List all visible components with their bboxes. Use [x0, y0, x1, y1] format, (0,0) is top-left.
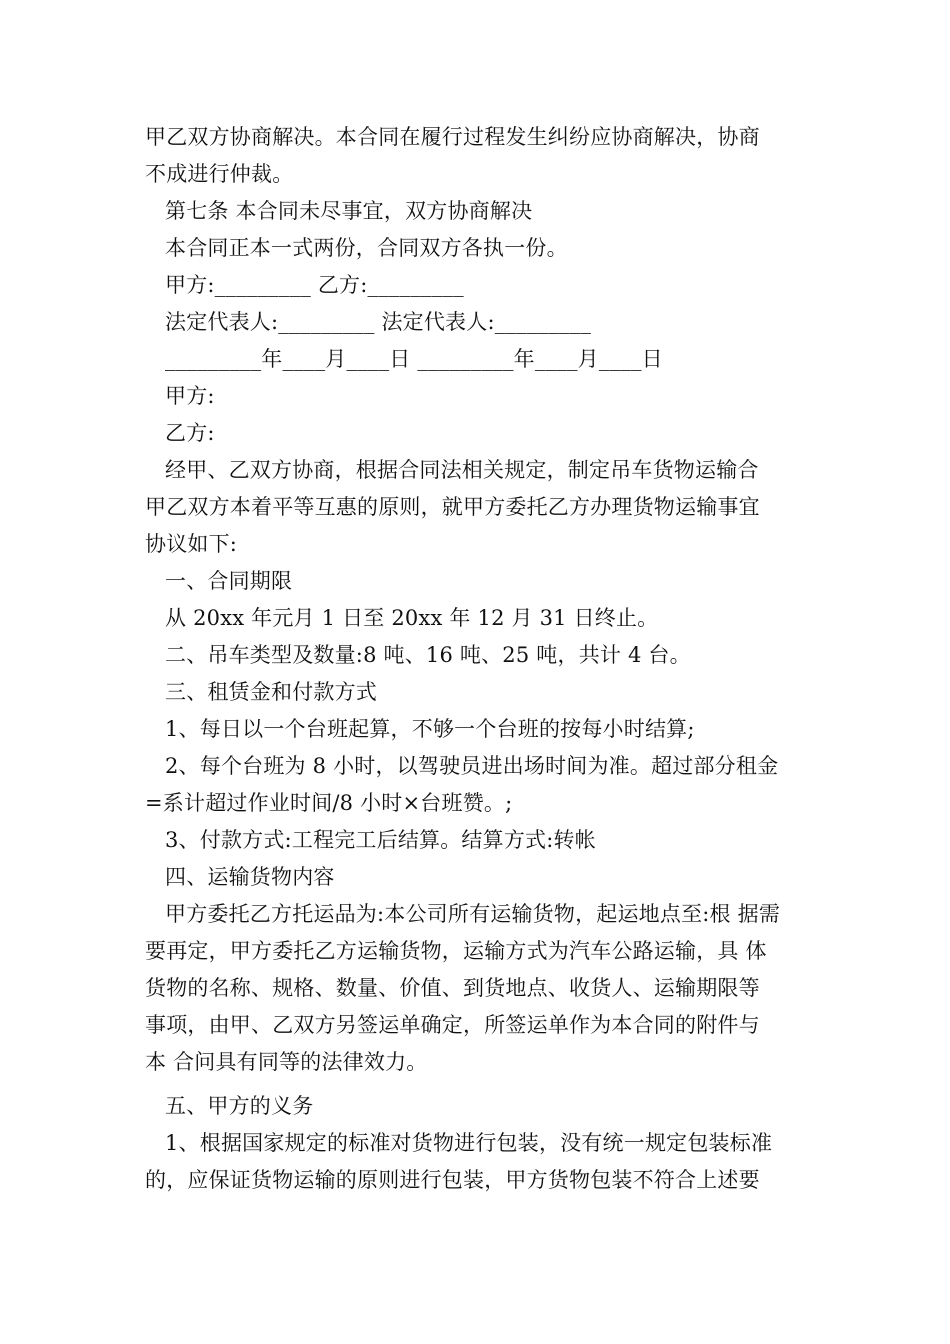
date-line: _________年____月____日 _________年____月____日 [165, 347, 663, 371]
paragraph-line: 经甲、乙双方协商，根据合同法相关规定，制定吊车货物运输合 [165, 458, 759, 482]
list-item: 1、每日以一个台班起算，不够一个台班的按每小时结算; [165, 717, 695, 741]
section-heading: 三、租赁金和付款方式 [165, 680, 377, 704]
list-item: 2、每个台班为 8 小时，以驾驶员进出场时间为准。超过部分租金 [165, 754, 779, 778]
section-heading: 一、合同期限 [165, 569, 293, 593]
paragraph-line: 本 合问具有同等的法律效力。 [145, 1050, 428, 1074]
party-signature-line: 甲方:_________ 乙方:_________ [165, 273, 464, 297]
paragraph-line: =系计超过作业时间/8 小时×台班赞。; [145, 791, 513, 815]
party-b-label: 乙方: [165, 421, 215, 445]
section-heading: 四、运输货物内容 [165, 865, 335, 889]
paragraph-line: 货物的名称、规格、数量、价值、到货地点、收货人、运输期限等 [145, 976, 760, 1000]
paragraph-line: 甲乙双方协商解决。本合同在履行过程发生纠纷应协商解决，协商 [145, 125, 760, 149]
section-heading: 五、甲方的义务 [165, 1094, 314, 1118]
section-heading: 二、吊车类型及数量:8 吨、16 吨、25 吨，共计 4 台。 [165, 643, 691, 667]
list-item: 3、付款方式:工程完工后结算。结算方式:转帐 [165, 828, 596, 852]
paragraph-line: 协议如下: [145, 532, 238, 556]
list-item: 1、根据国家规定的标准对货物进行包装，没有统一规定包装标准 [165, 1131, 773, 1155]
paragraph-line: 的，应保证货物运输的原则进行包装，甲方货物包装不符合上述要 [145, 1168, 760, 1192]
paragraph-line: 要再定，甲方委托乙方运输货物，运输方式为汽车公路运输，具 体 [145, 939, 767, 963]
paragraph-line: 甲方委托乙方托运品为:本公司所有运输货物，起运地点至:根 据需 [165, 902, 781, 926]
paragraph-line: 本合同正本一式两份，合同双方各执一份。 [165, 236, 568, 260]
paragraph-line: 事项，由甲、乙双方另签运单确定，所签运单作为本合同的附件与 [145, 1013, 760, 1037]
article-7-heading: 第七条 本合同未尽事宜，双方协商解决 [165, 199, 533, 223]
representative-signature-line: 法定代表人:_________ 法定代表人:_________ [165, 310, 592, 334]
paragraph-line: 从 20xx 年元月 1 日至 20xx 年 12 月 31 日终止。 [165, 606, 659, 630]
party-a-label: 甲方: [165, 384, 215, 408]
paragraph-line: 甲乙双方本着平等互惠的原则，就甲方委托乙方办理货物运输事宜 [145, 495, 760, 519]
paragraph-line: 不成进行仲裁。 [145, 162, 294, 186]
